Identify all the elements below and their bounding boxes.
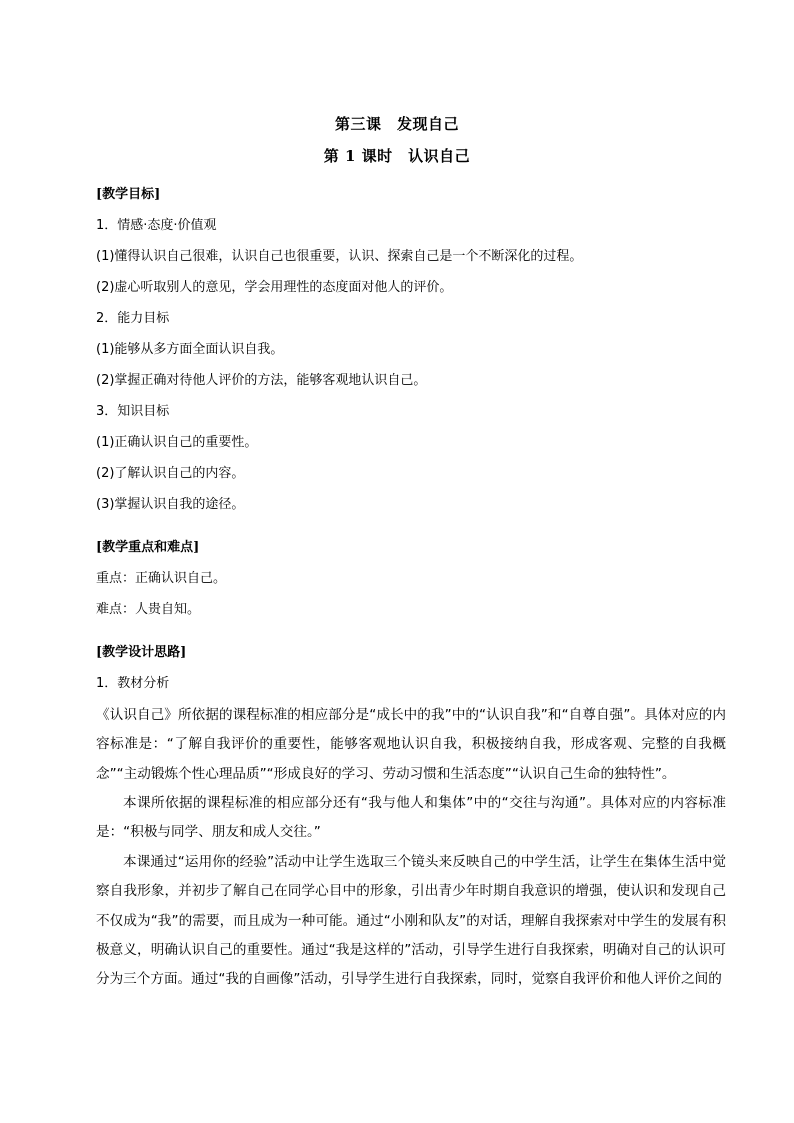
key-point-item: 难点：人贵自知。 (96, 602, 201, 617)
design-paragraph: 本课所依据的课程标准的相应部分还有“我与他人和集体”中的“交往与沟通”。具体对应的内容标准是：“积极与同学、朋友和成人交往。” (96, 795, 726, 841)
design-heading: [教学设计思路] (96, 645, 187, 660)
key-point-item: 重点：正确认识自己。 (96, 571, 227, 586)
design-subheading: 1．教材分析 (96, 676, 170, 691)
key-points-heading: [教学重点和难点] (96, 540, 200, 555)
lesson-subtitle: 第 1 课时 认识自己 (323, 147, 471, 165)
objective-item: 3．知识目标 (96, 404, 170, 419)
objective-item: (1)正确认识自己的重要性。 (96, 435, 258, 450)
objective-item: 1．情感·态度·价值观 (96, 218, 217, 233)
objective-item: (2)掌握正确对待他人评价的方法，能够客观地认识自己。 (96, 373, 427, 388)
objectives-heading: [教学目标] (96, 187, 161, 202)
design-paragraph: 本课通过“运用你的经验”活动中让学生选取三个镜头来反映自己的中学生活，让学生在集体生活中觉察自我形象，并初步了解自己在同学心目中的形象，引出青少年时期自我意识的增强，使认识和发现自己不仅成为“我”的需要，而且成为一种可能。通过“小刚和队友”的对话，理解自我探索对中学生的发展有积极意义，明确认识自己的重要性。通过“我是这样的”活动，引导学生进行自我探索，明确对自己的认识可分为三个方面。通过“我的自画像”活动，引导学生进行自我探索，同时，觉察自我评价和他人评价之间的 (96, 854, 726, 988)
objective-item: 2．能力目标 (96, 311, 170, 326)
design-paragraph: 《认识自己》所依据的课程标准的相应部分是“成长中的我”中的“认识自我”和“自尊自强”。具体对应的内容标准是：“了解自我评价的重要性，能够客观地认识自我，积极接纳自我，形成客观、完整的自我概念”“主动锻炼个性心理品质”“形成良好的学习、劳动习惯和生活态度”“认识自己生命的独特性”。 (96, 707, 726, 782)
objective-item: (2)了解认识自己的内容。 (96, 466, 245, 481)
objective-item: (3)掌握认识自我的途径。 (96, 497, 245, 512)
objective-item: (1)懂得认识自己很难，认识自己也很重要，认识、探索自己是一个不断深化的过程。 (96, 249, 583, 264)
objective-item: (2)虚心听取别人的意见，学会用理性的态度面对他人的评价。 (96, 280, 453, 295)
objective-item: (1)能够从多方面全面认识自我。 (96, 342, 284, 357)
lesson-title: 第三课 发现自己 (334, 115, 459, 133)
